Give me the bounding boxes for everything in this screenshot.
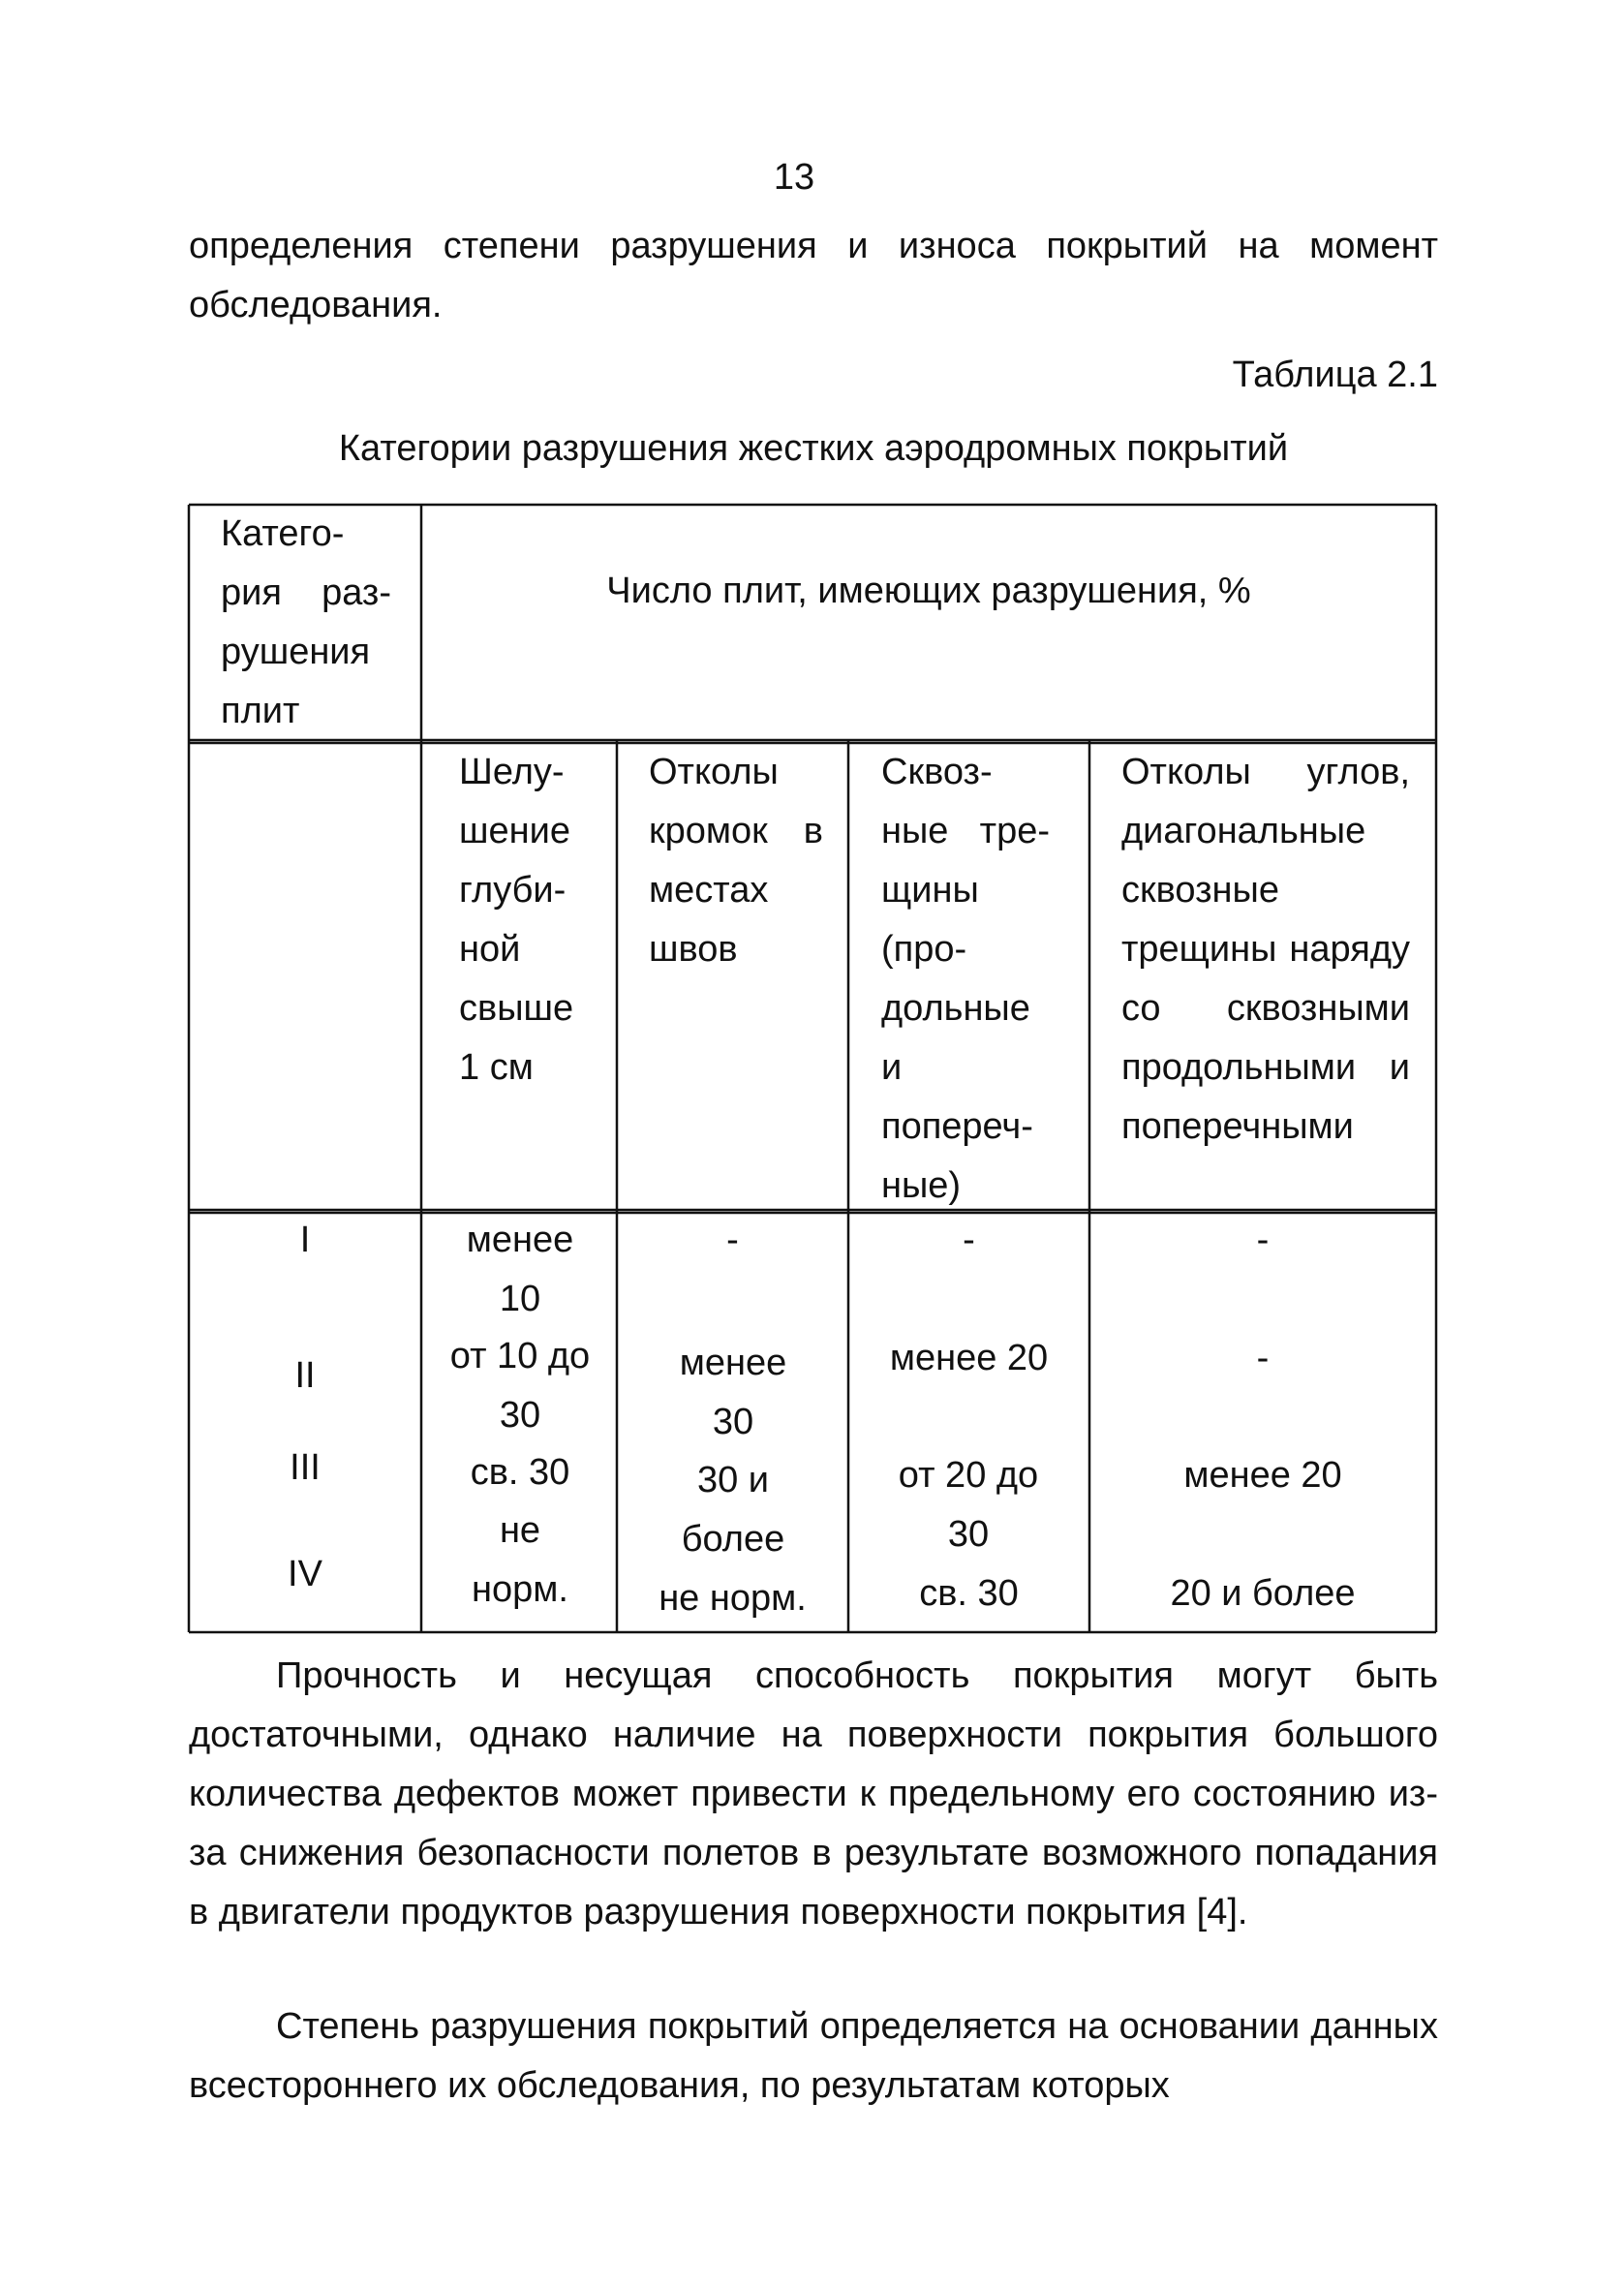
table-cell: - (1256, 1220, 1270, 1260)
table-cell-category: IV (288, 1554, 322, 1594)
page-number: 13 (773, 157, 815, 198)
table-cell: менее 20 (1183, 1455, 1342, 1496)
table-cell: - (1256, 1338, 1270, 1378)
table-cell: менее 20 (889, 1338, 1049, 1378)
table-cell-category: II (294, 1355, 316, 1396)
table-cell: св. 30 (470, 1452, 570, 1493)
table-column-header-4: Отколы углов, диагональные сквозные трещины наряду со сквозными продольными и поперечными (1121, 752, 1410, 1147)
table-column-header-1: Шелу-шение глуби-ной свыше 1 см (459, 752, 574, 1088)
table-column-header-3: Сквоз-ные тре-щины (про-дольные и попереч-ные) (881, 752, 1050, 1206)
table-cell: - (963, 1220, 975, 1260)
table-title: Категории разрушения жестких аэродромных покрытий (338, 428, 1289, 469)
table-cell: - (726, 1220, 739, 1260)
table-cell: св. 30 (919, 1573, 1019, 1614)
table-cell: не норм. (472, 1510, 568, 1610)
table-cell-category: I (299, 1220, 311, 1260)
table-cell: от 20 до 30 (898, 1455, 1039, 1555)
table-cell: не норм. (659, 1578, 807, 1619)
body-paragraph: Степень разрушения покрытий определяется на основании данных всестороннего их обследования, по результатам которых (189, 2006, 1438, 2106)
table-cell: 20 и более (1170, 1573, 1356, 1614)
table-cell: 30 и более (681, 1460, 785, 1560)
table-header-main: Число плит, имеющих разрушения, % (606, 571, 1251, 611)
table-column-header-2: Отколы кромок в местах швов (649, 752, 823, 970)
table-cell: менее 30 (679, 1343, 787, 1442)
table-cell-category: III (290, 1447, 321, 1488)
intro-paragraph: определения степени разрушения и износа покрытий на момент обследования. (189, 226, 1438, 325)
table-header-category: Катего-рия раз-рушения плит (221, 513, 391, 731)
table-cell: менее 10 (466, 1220, 574, 1319)
table-label: Таблица 2.1 (1232, 355, 1438, 395)
body-paragraph: Прочность и несущая способность покрытия могут быть достаточными, однако наличие на поверхности покрытия большого количества дефектов может привести к предельному его состоянию из-за снижения безопасности полетов в результате возможного попадания в двигатели продуктов разрушения поверхности покрытия [4]. (189, 1655, 1438, 1932)
table-cell: от 10 до 30 (449, 1336, 591, 1436)
